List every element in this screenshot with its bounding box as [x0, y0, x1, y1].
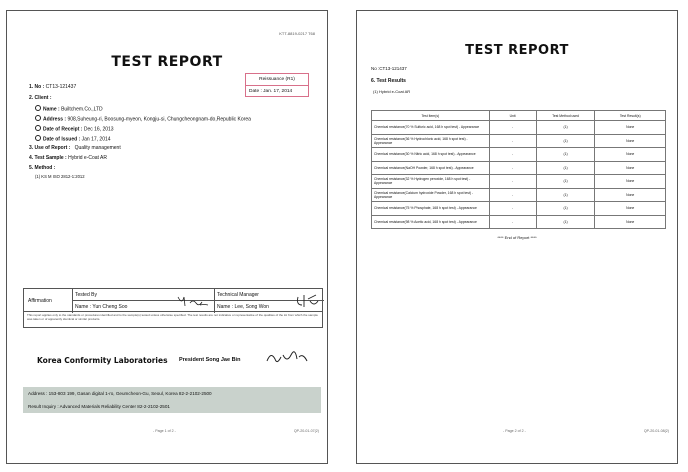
form-code: QP-20-01-07(2) [293, 429, 319, 433]
method-cell: (1) [536, 175, 595, 189]
bullet-circle-icon [35, 125, 41, 131]
issued-date-row [35, 135, 111, 143]
document-code: KTT-8819-0217 T68 [279, 31, 315, 36]
name-value: Builtchem.Co.,LTD [61, 106, 103, 113]
column-header: Test Method used [536, 111, 595, 121]
use-label: 3. Use of Report : [29, 145, 71, 151]
test-item-cell: Chemical resistance(30 % Nitric acid, 168 h spot test) - Appearance [372, 148, 490, 162]
table-row [372, 121, 666, 135]
end-of-report: **** End of Report **** [497, 235, 537, 240]
affirmation-table [23, 288, 323, 312]
result-cell: None [595, 175, 666, 189]
use-value: Quality management [74, 145, 121, 151]
use-of-report-row [29, 145, 121, 151]
bullet-circle-icon [35, 115, 41, 121]
technical-manager-name: Name : Lee, Song Won [217, 304, 269, 310]
results-table [371, 110, 666, 229]
report-number: No :CT13-121437 [371, 66, 407, 71]
table-row [372, 148, 666, 162]
contact-banner [23, 387, 321, 413]
result-cell: None [595, 215, 666, 229]
president-signature [265, 349, 309, 367]
name-label: Name : [43, 106, 60, 113]
receipt-value: Dec 16, 2013 [83, 126, 114, 133]
bullet-circle-icon [35, 105, 41, 111]
unit-cell: - [489, 134, 536, 148]
no-value: CT13-121437 [45, 84, 77, 90]
page-number: - Page 2 of 2 - [503, 429, 526, 433]
bullet-circle-icon [35, 135, 41, 141]
table-row [372, 215, 666, 229]
table-row [372, 188, 666, 202]
issued-label: Date of Issued : [43, 136, 81, 143]
client-label: 2. Client : [29, 95, 52, 101]
test-sample-row [29, 155, 107, 161]
method-cell: (1) [536, 148, 595, 162]
laboratory-name: Korea Conformity Laboratories [37, 356, 168, 365]
receipt-date-row [35, 125, 114, 133]
result-cell: None [595, 121, 666, 135]
client-name-row [35, 105, 103, 113]
unit-cell: - [489, 188, 536, 202]
test-item-cell: Chemical resistance(75 % Phosphate, 168 h spot test) - Appearance [372, 202, 490, 216]
test-item-cell: Chemical resistance(NaOH Powder, 168 h spot test) - Appearance [372, 161, 490, 175]
method-cell: (1) [536, 188, 595, 202]
test-item-cell: Chemical resistance(Calcium hydroxide Powder, 168 h spot test) - Appearance [372, 188, 490, 202]
unit-cell: - [489, 148, 536, 162]
client-address-row [35, 115, 251, 123]
reissuance-box [245, 73, 309, 97]
result-cell: None [595, 161, 666, 175]
column-header: Test Item(s) [372, 111, 490, 121]
report-number-row [29, 84, 76, 90]
manager-signature [294, 291, 322, 311]
unit-cell: - [489, 175, 536, 189]
method-cell: (1) [536, 134, 595, 148]
section-title: 6. Test Results [371, 78, 406, 84]
result-cell: None [595, 188, 666, 202]
subsection-title: (1) Hybrid e-Coat AR [373, 89, 411, 94]
result-cell: None [595, 202, 666, 216]
tested-by-name: Name : Yun Cheng Soo [75, 304, 128, 310]
result-cell: None [595, 148, 666, 162]
test-item-cell: Chemical resistance(32 % Hydrogen peroxide, 168 h spot test) - Appearance [372, 175, 490, 189]
tester-signature [176, 293, 210, 311]
page-title: TEST REPORT [111, 54, 223, 70]
unit-cell: - [489, 215, 536, 229]
method-value: (1) KS M ISO 2812-1:2012 [35, 174, 85, 179]
address-value: 908,Suheung-ri, Boosung-myeon, Kongju-si, Chungcheongnam-do,Republic Korea [67, 116, 251, 123]
unit-cell: - [489, 121, 536, 135]
report-page-2 [356, 10, 678, 464]
technical-manager-label: Technical Manager [217, 292, 259, 298]
no-label: 1. No : [29, 84, 45, 90]
page-number: - Page 1 of 2 - [153, 429, 176, 433]
table-row [372, 175, 666, 189]
unit-cell: - [489, 202, 536, 216]
method-cell: (1) [536, 202, 595, 216]
report-page-1 [6, 10, 328, 464]
method-cell: (1) [536, 161, 595, 175]
address-label: Address : [43, 116, 67, 123]
table-row [372, 202, 666, 216]
method-label: 5. Method : [29, 165, 56, 171]
disclaimer-text: This report applies only to the standards or procedures identified and to the sample(s) tested unless otherwise specified. The test results are not indicative or representative of the qualities of the lot from which the sample was taken or of apparently identical or similar products. [23, 312, 323, 328]
test-item-cell: Chemical resistance(36 % Hydrochloric acid, 168 h spot test) - Appearance [372, 134, 490, 148]
lab-address: Address : 153-803 199, Gasan digital 1-ro, Geumcheon-Gu, Seoul, Korea 82-2-2102-2500 [28, 391, 212, 396]
table-row [372, 161, 666, 175]
reissuance-label: Reissuance (R1) [259, 77, 295, 82]
affirmation-label: Affirmation [28, 298, 52, 304]
test-item-cell: Chemical resistance(98 % Acetic acid, 168 h spot test) - Appearance [372, 215, 490, 229]
page-title: TEST REPORT [465, 43, 569, 58]
method-cell: (1) [536, 121, 595, 135]
result-cell: None [595, 134, 666, 148]
tested-by-label: Tested By [75, 292, 97, 298]
unit-cell: - [489, 161, 536, 175]
receipt-label: Date of Receipt : [43, 126, 83, 133]
president-line: President Song Jae Bin [179, 357, 241, 363]
sample-label: 4. Test Sample : [29, 155, 67, 161]
column-header: Test Result(s) [595, 111, 666, 121]
reissuance-date: Date : Jan. 17, 2014 [246, 85, 308, 97]
table-header-row [372, 111, 666, 121]
method-cell: (1) [536, 215, 595, 229]
sample-value: Hybrid e-Coat AR [68, 155, 107, 161]
column-header: Unit [489, 111, 536, 121]
test-item-cell: Chemical resistance(70 % Sulfuric acid, 168 h spot test) - Appearance [372, 121, 490, 135]
issued-value: Jan 17, 2014 [81, 136, 111, 143]
result-inquiry: Result Inquiry : Advanced Materials Reliability Center 82-2-2102-2501 [28, 404, 170, 409]
form-code: QP-20-01-08(2) [643, 429, 669, 433]
table-row [372, 134, 666, 148]
